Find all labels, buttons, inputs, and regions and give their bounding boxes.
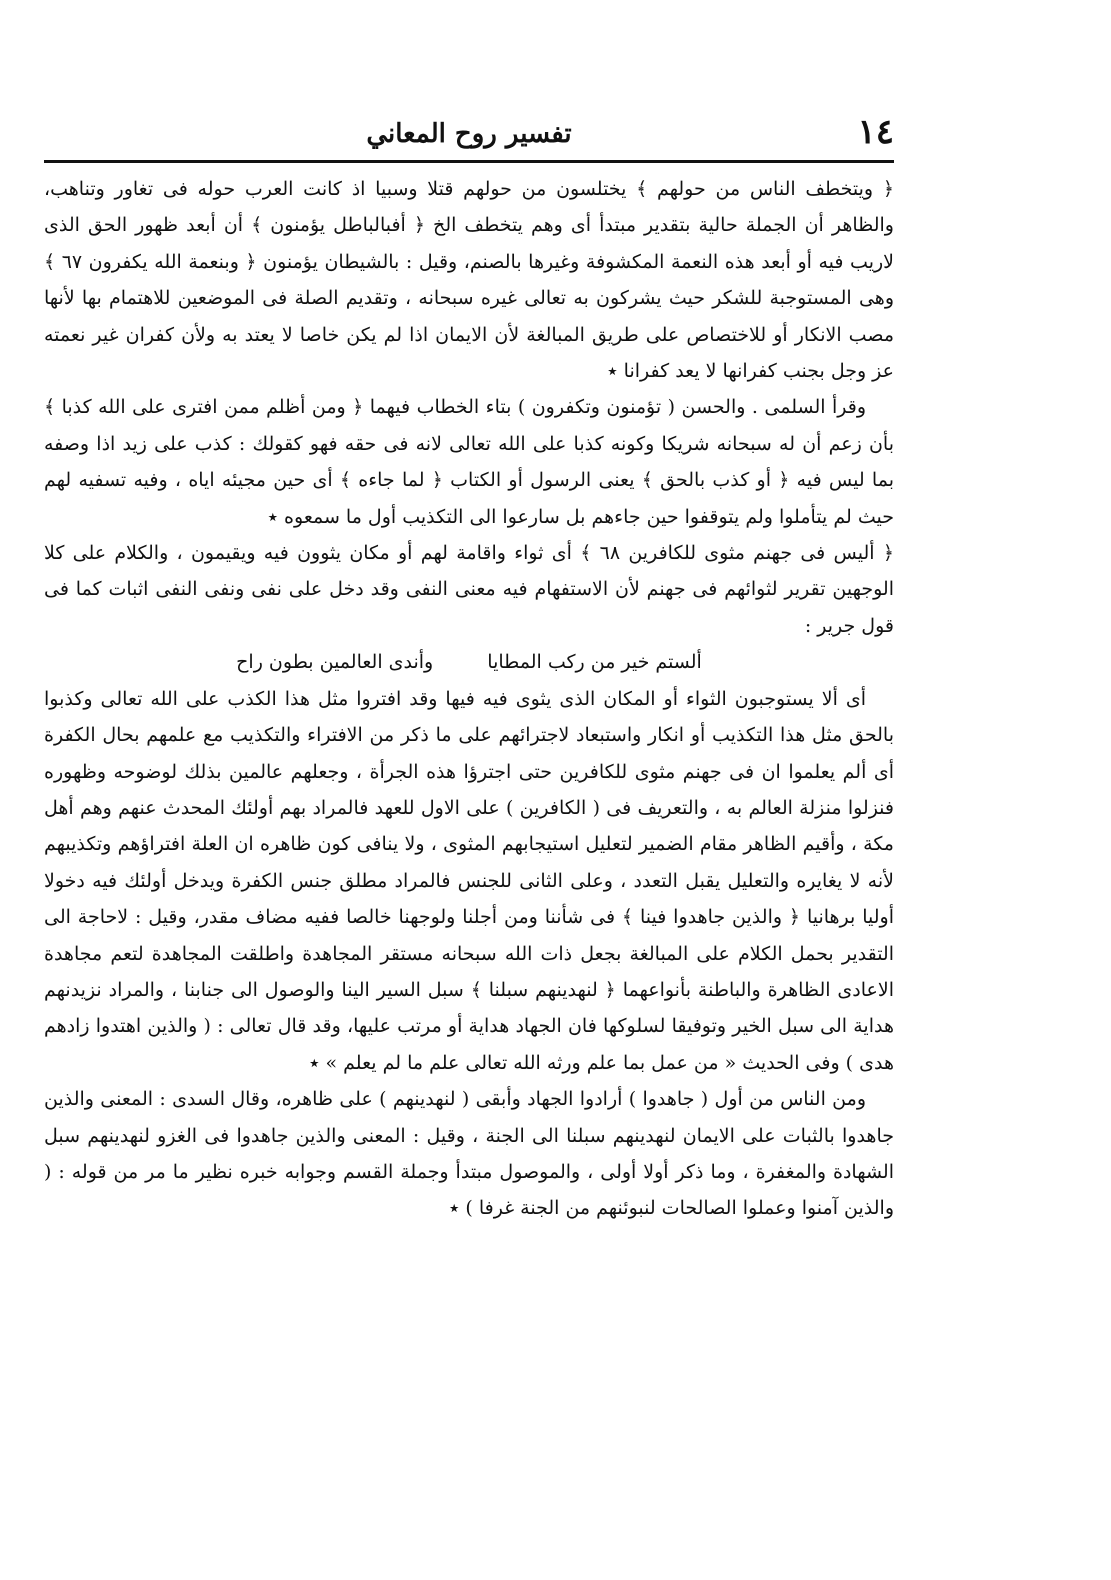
verse-second-hemistich: وأندى العالمين بطون راح: [236, 651, 434, 674]
poetry-verse: [44, 644, 894, 680]
paragraph: ﴿ ويتخطف الناس من حولهم ﴾ يختلسون من حولهم قتلا وسبيا اذ كانت العرب حوله فى تغاور وتناهب، والظاهر أن الجملة حالية بتقدير مبتدأ أى وهم يتخطف الخ ﴿ أفبالباطل يؤمنون ﴾ أن أبعد ظهور الحق الذى لاريب فيه أو أبعد هذه النعمة المكشوفة وغيرها بالصنم، وقيل : بالشيطان يؤمنون ﴿ وبنعمة الله يكفرون ٦٧ ﴾ وهى المستوجبة للشكر حيث يشركون به تعالى غيره سبحانه ، وتقديم الصلة فى الموضعين للاهتمام بها لأنها مصب الانكار أو للاختصاص على طريق المبالغة لأن الايمان اذا لم يكن خاصا لا يعتد به ولأن كفران غير نعمته عز وجل بجنب كفرانها لا يعد كفرانا ٭: [44, 178, 894, 383]
paragraph: ﴿ أليس فى جهنم مثوى للكافرين ٦٨ ﴾ أى ثواء واقامة لهم أو مكان يثوون فيه ويقيمون ، والكلام على كلا الوجهين تقرير لثوائهم فى جهنم لأن الاستفهام فيه معنى النفى وقد دخل على نفى ونفى النفى اثبات كما فى قول جرير :: [44, 542, 894, 637]
paragraph: أى ألا يستوجبون الثواء أو المكان الذى يثوى فيه فيها وقد افتروا مثل هذا الكذب على الله تعالى وكذبوا بالحق مثل هذا التكذيب أو انكار واستبعاد لاجترائهم على ما ذكر من الافتراء والتكذيب مع علمهم بحال الكفرة أى ألم يعلموا ان فى جهنم مثوى للكافرين حتى اجترؤا هذه الجرأة ، وجعلهم عالمين بذلك لوضوحه وظهوره فنزلوا منزلة العالم به ، والتعريف فى ( الكافرين ) على الاول للعهد فالمراد بهم أولئك المحدث عنهم وهم أهل مكة ، وأقيم الظاهر مقام الضمير لتعليل استيجابهم المثوى ، ولا ينافى كون ظاهره ان العلة افتراؤهم وتكذيبهم لأنه لا يغايره والتعليل يقبل التعدد ، وعلى الثانى للجنس فالمراد مطلق جنس الكفرة ويدخل أولئك فيه دخولا أوليا برهانيا ﴿ والذين جاهدوا فينا ﴾ فى شأننا ومن أجلنا ولوجهنا خالصا ففيه مضاف مقدر، وقيل : لاحاجة الى التقدير بحمل الكلام على المبالغة بجعل ذات الله سبحانه مستقر المجاهدة واطلقت المجاهدة لتعم مجاهدة الاعادى الظاهرة والباطنة بأنواعهما ﴿ لنهدينهم سبلنا ﴾ سبل السير الينا والوصول الى جنابنا ، والمراد نزيدنهم هداية الى سبل الخير وتوفيقا لسلوكها فان الجهاد هداية أو مرتب عليها، وقد قال تعالى : ( والذين اهتدوا زادهم هدى ) وفى الحديث « من عمل بما علم ورثه الله تعالى علم ما لم يعلم » ٭: [44, 687, 894, 1074]
paragraph: ومن الناس من أول ( جاهدوا ) أرادوا الجهاد وأبقى ( لنهدينهم ) على ظاهره، وقال السدى : المعنى والذين جاهدوا بالثبات على الايمان لنهدينهم سبلنا الى الجنة ، وقيل : المعنى والذين جاهدوا فى الغزو لنهدينهم سبل الشهادة والمغفرة ، وما ذكر أولا أولى ، والموصول مبتدأ وجملة القسم وجوابه خبره نظير ما مر من قوله : ( والذين آمنوا وعملوا الصالحات لنبوئنهم من الجنة غرفا ) ٭: [44, 1088, 894, 1220]
running-title: تفسير روح المعاني: [366, 119, 572, 149]
page-header: [44, 110, 894, 163]
body-text: [44, 171, 894, 1227]
paragraph: وقرأ السلمى . والحسن ( تؤمنون وتكفرون ) بتاء الخطاب فيهما ﴿ ومن أظلم ممن افترى على الله كذبا ﴾ بأن زعم أن له سبحانه شريكا وكونه كذبا على الله تعالى لانه فى حقه فهو كقولك : كذب على زيد اذا وصفه بما ليس فيه ﴿ أو كذب بالحق ﴾ يعنى الرسول أو الكتاب ﴿ لما جاءه ﴾ أى حين مجيئه اياه ، وفيه تسفيه لهم حيث لم يتأملوا ولم يتوقفوا حين جاءهم بل سارعوا الى التكذيب أول ما سمعوه ٭: [44, 396, 894, 528]
document-page: [44, 110, 894, 1530]
page-number: ١٤: [857, 112, 894, 152]
verse-first-hemistich: ألستم خير من ركب المطايا: [487, 651, 702, 674]
